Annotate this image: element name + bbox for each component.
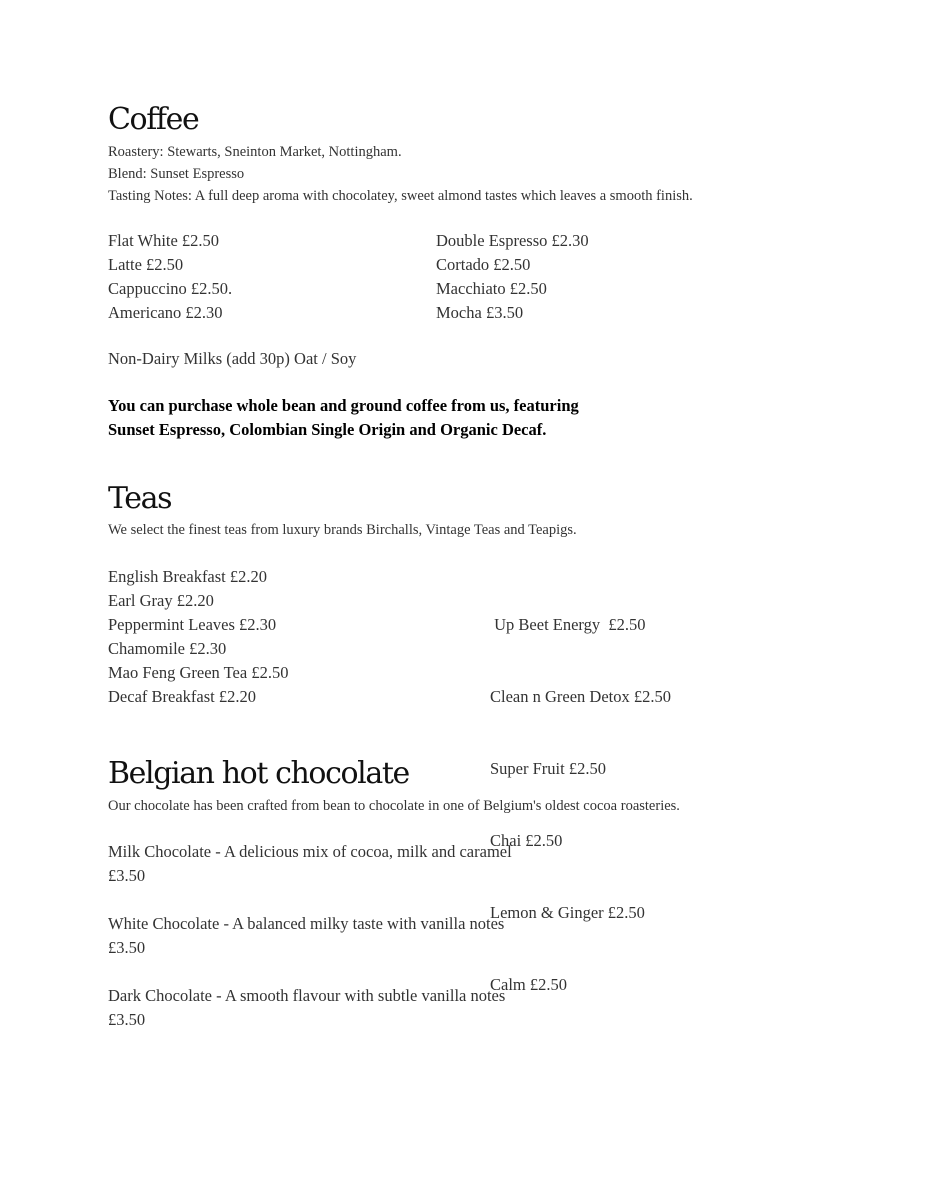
coffee-blend: Blend: Sunset Espresso xyxy=(108,166,245,182)
teas-intro: We select the finest teas from luxury brands Birchalls, Vintage Teas and Teapigs. xyxy=(108,522,577,538)
coffee-menu-left-column xyxy=(108,229,232,325)
menu-item: Clean n Green Detox £2.50 xyxy=(490,687,671,706)
menu-item: Cortado £2.50 xyxy=(436,255,531,274)
menu-item: Macchiato £2.50 xyxy=(436,279,547,298)
purchase-note-line-1: You can purchase whole bean and ground coffee from us, featuring xyxy=(108,396,579,415)
menu-item: Up Beet Energy £2.50 xyxy=(490,615,646,634)
chocolate-item-milk xyxy=(108,840,512,888)
menu-item: Decaf Breakfast £2.20 xyxy=(108,687,256,706)
menu-item: Super Fruit £2.50 xyxy=(490,759,606,778)
teas-heading: Teas xyxy=(108,481,172,516)
chocolate-price: £3.50 xyxy=(108,1010,146,1029)
menu-item: English Breakfast £2.20 xyxy=(108,567,268,586)
coffee-menu-right-column xyxy=(436,229,589,325)
menu-item: Flat White £2.50 xyxy=(108,231,220,250)
purchase-note-line-2: Sunset Espresso, Colombian Single Origin and Organic Decaf. xyxy=(108,420,547,439)
coffee-heading: Coffee xyxy=(108,102,199,137)
menu-item: Mao Feng Green Tea £2.50 xyxy=(108,663,289,682)
menu-item: Americano £2.30 xyxy=(108,303,223,322)
chocolate-price: £3.50 xyxy=(108,866,146,885)
coffee-tasting-notes: Tasting Notes: A full deep aroma with chocolatey, sweet almond tastes which leaves a smooth finish. xyxy=(108,188,693,204)
menu-item: Earl Gray £2.20 xyxy=(108,591,214,610)
teas-menu-left-column xyxy=(108,565,288,709)
non-dairy-milks: Non-Dairy Milks (add 30p) Oat / Soy xyxy=(108,349,357,368)
coffee-roastery: Roastery: Stewarts, Sneinton Market, Nottingham. xyxy=(108,144,402,160)
menu-item: Peppermint Leaves £2.30 xyxy=(108,615,277,634)
chocolate-item-dark xyxy=(108,984,505,1032)
chocolate-intro: Our chocolate has been crafted from bean to chocolate in one of Belgium's oldest cocoa roasteries. xyxy=(108,798,680,814)
menu-item: Chamomile £2.30 xyxy=(108,639,227,658)
menu-item: Chai £2.50 xyxy=(490,831,563,850)
chocolate-heading: Belgian hot chocolate xyxy=(108,756,409,791)
menu-item: Latte £2.50 xyxy=(108,255,184,274)
chocolate-description: Dark Chocolate - A smooth flavour with subtle vanilla notes xyxy=(108,986,506,1005)
chocolate-description: White Chocolate - A balanced milky taste with vanilla notes xyxy=(108,914,505,933)
menu-item: Mocha £3.50 xyxy=(436,303,524,322)
menu-item: Calm £2.50 xyxy=(490,975,567,994)
menu-item: Cappuccino £2.50. xyxy=(108,279,233,298)
chocolate-description: Milk Chocolate - A delicious mix of cocoa, milk and caramel xyxy=(108,842,512,861)
chocolate-price: £3.50 xyxy=(108,938,146,957)
menu-item: Lemon & Ginger £2.50 xyxy=(490,903,645,922)
menu-item: Double Espresso £2.30 xyxy=(436,231,589,250)
chocolate-item-white xyxy=(108,912,504,960)
